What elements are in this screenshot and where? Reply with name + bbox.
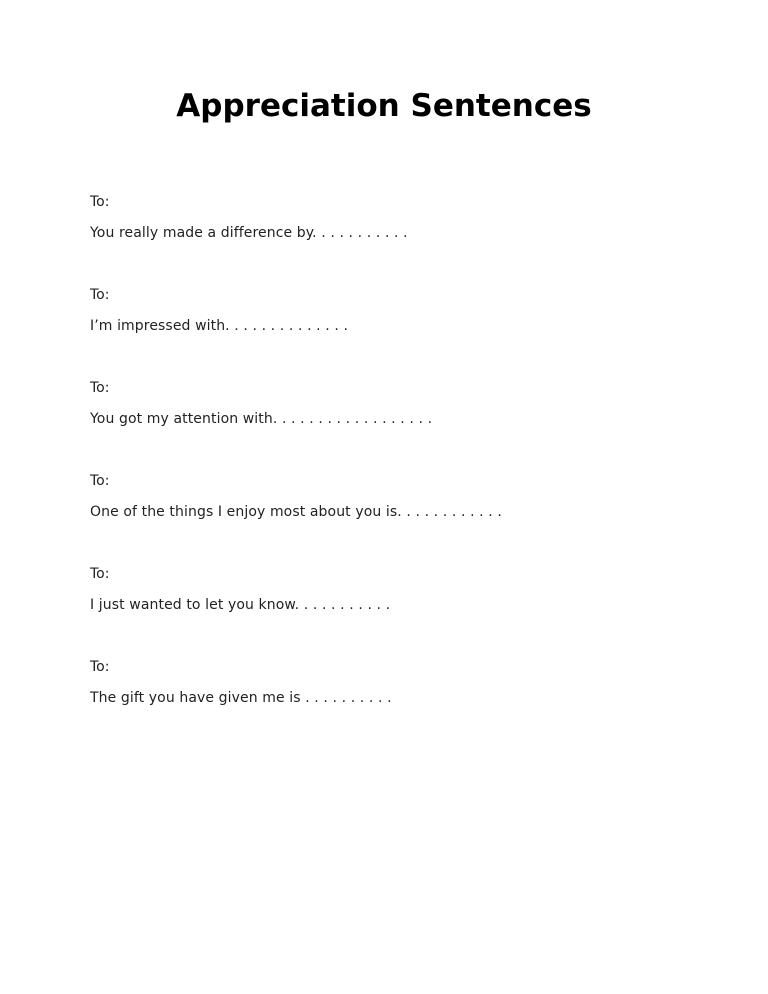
to-label: To: bbox=[90, 194, 110, 210]
appreciation-sentence: You got my attention with. . . . . . . . . . . . . . . . . . bbox=[90, 411, 433, 427]
to-label: To: bbox=[90, 287, 110, 303]
appreciation-sentence: I’m impressed with. . . . . . . . . . . . . . bbox=[90, 318, 349, 334]
appreciation-entry bbox=[90, 378, 710, 471]
appreciation-entries bbox=[90, 192, 710, 750]
to-label: To: bbox=[90, 380, 110, 396]
appreciation-sentence: I just wanted to let you know. . . . . . . . . . . bbox=[90, 597, 391, 613]
to-label: To: bbox=[90, 659, 110, 675]
appreciation-entry bbox=[90, 564, 710, 657]
appreciation-sentence: One of the things I enjoy most about you is. . . . . . . . . . . . bbox=[90, 504, 502, 520]
appreciation-sentence: The gift you have given me is . . . . . . . . . . bbox=[90, 690, 392, 706]
appreciation-entry bbox=[90, 285, 710, 378]
to-label: To: bbox=[90, 566, 110, 582]
appreciation-sentence: You really made a difference by. . . . . . . . . . . bbox=[90, 225, 408, 241]
page-title: Appreciation Sentences bbox=[176, 88, 592, 124]
appreciation-entry bbox=[90, 657, 710, 750]
to-label: To: bbox=[90, 473, 110, 489]
appreciation-entry bbox=[90, 471, 710, 564]
appreciation-entry bbox=[90, 192, 710, 285]
